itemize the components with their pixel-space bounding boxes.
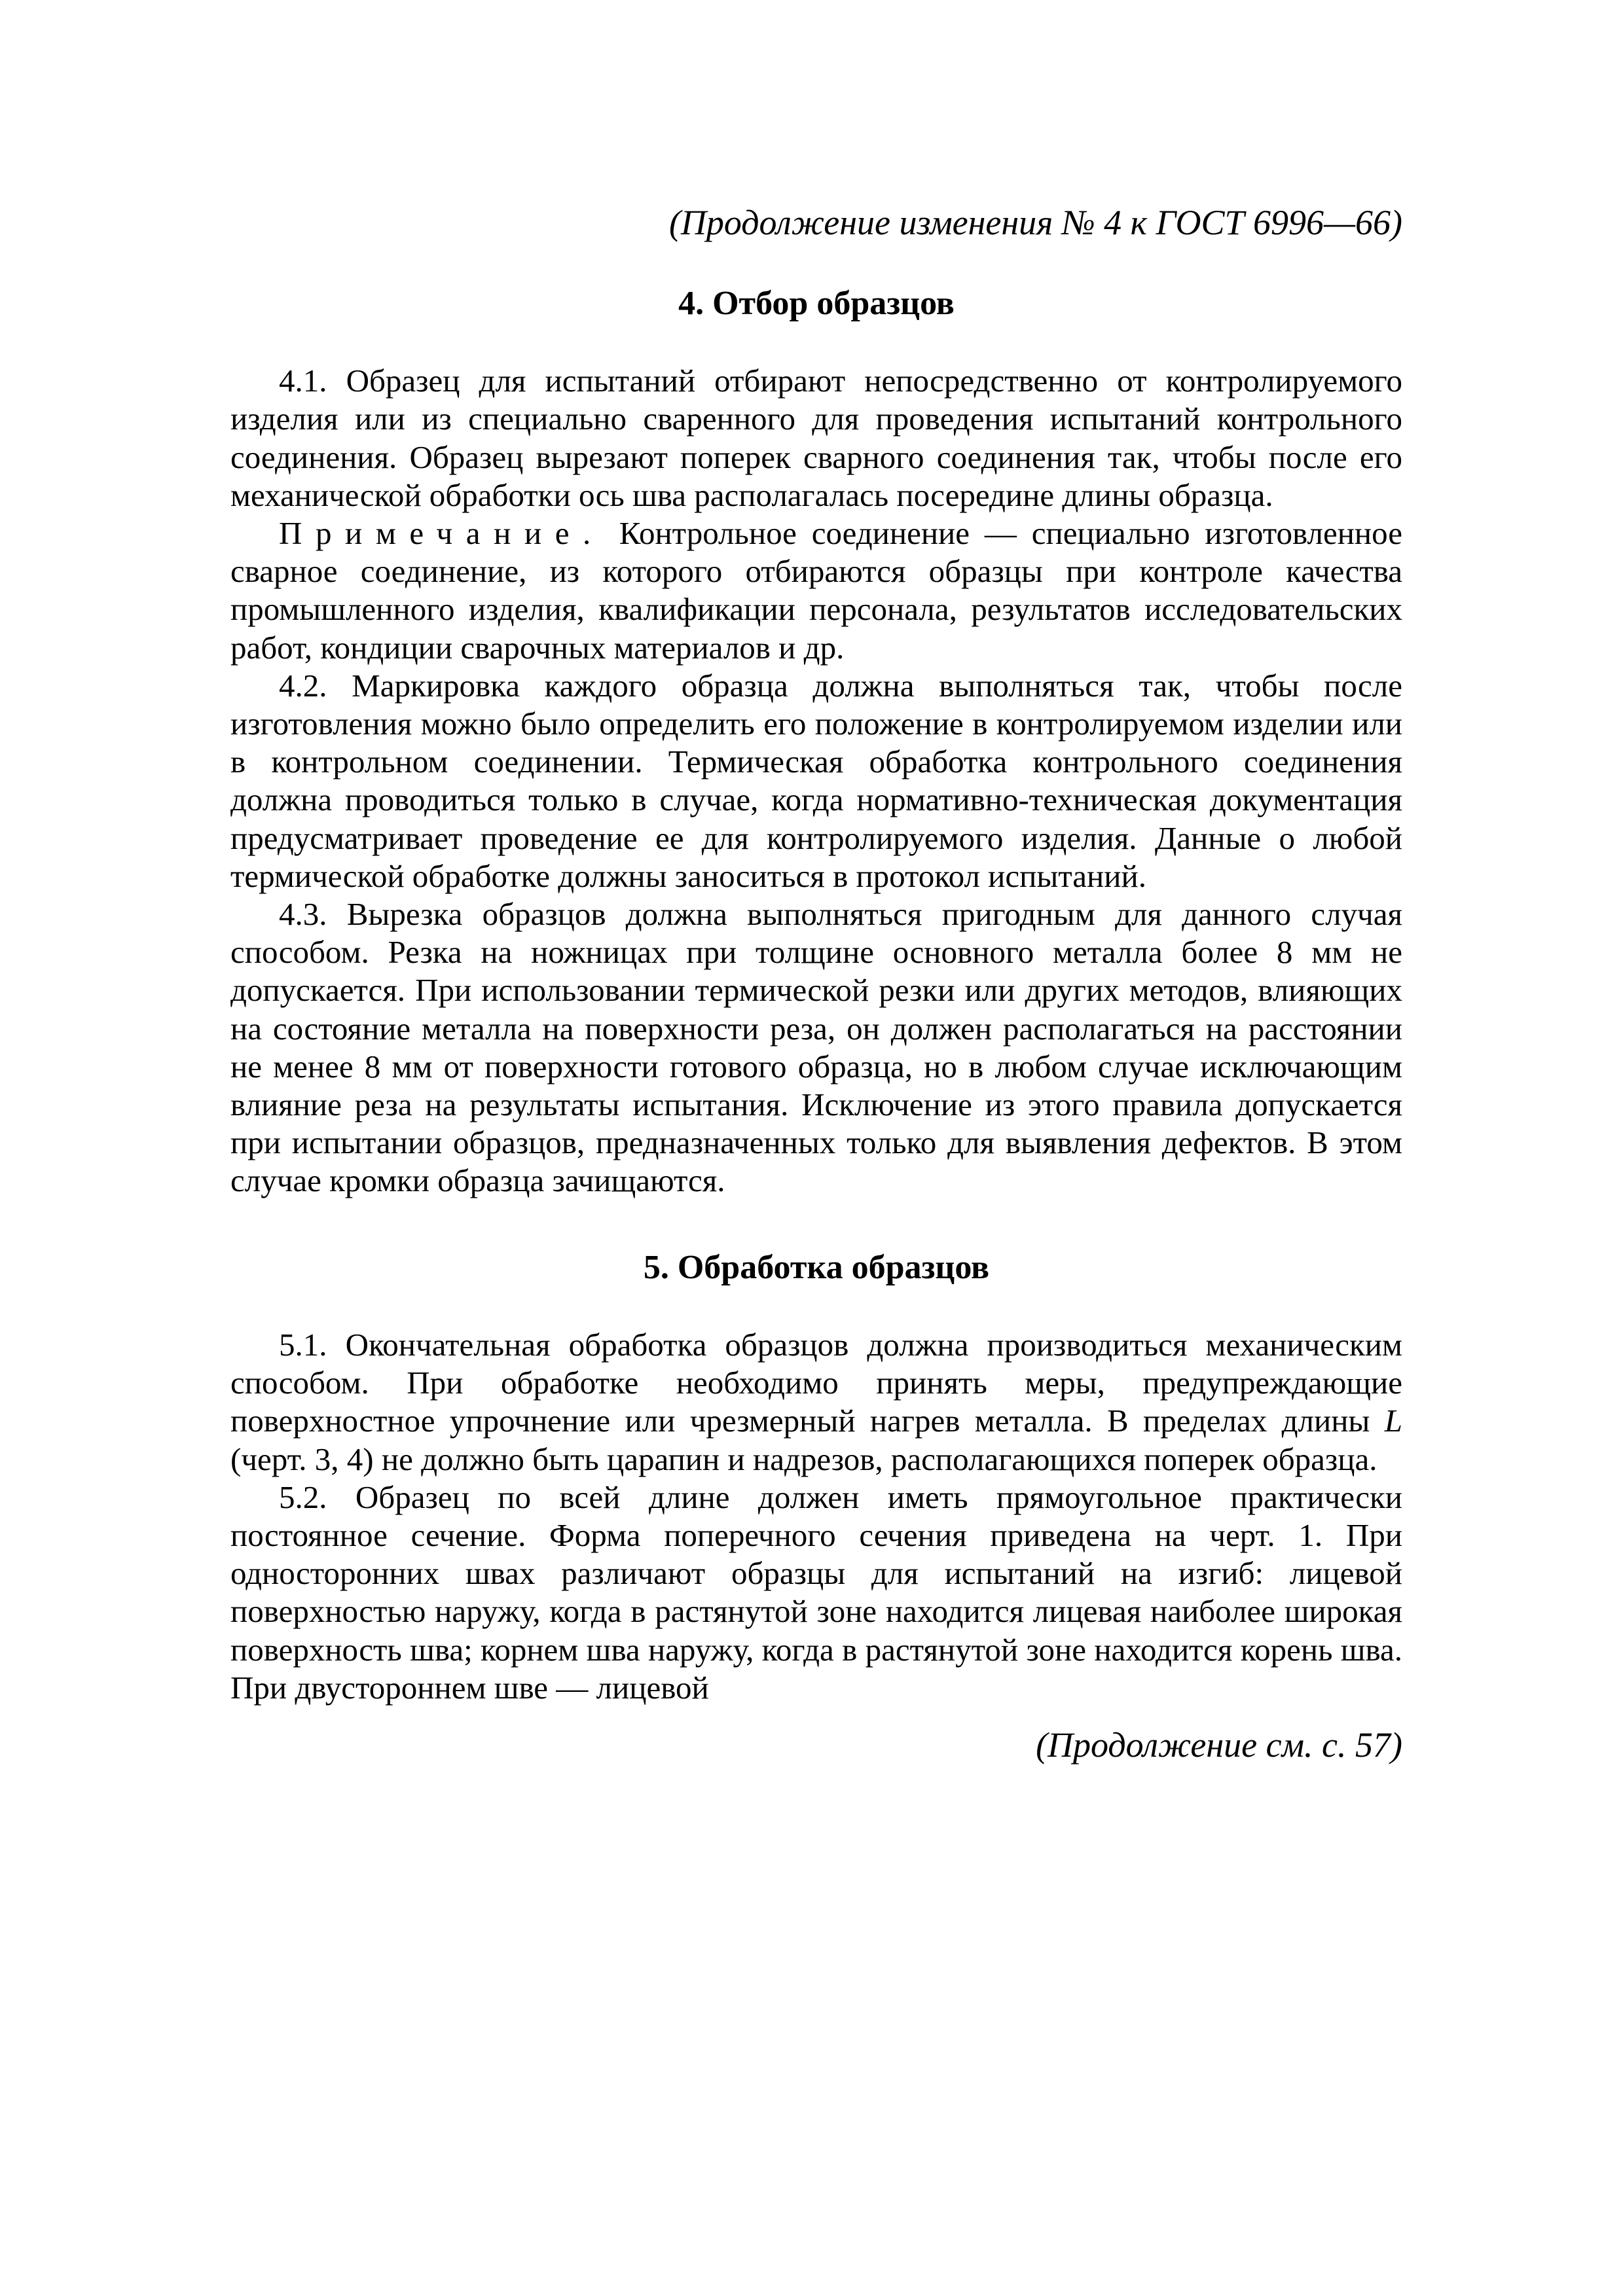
paragraph-5-1-part-a: 5.1. Окончательная обработка образцов должна производиться механическим способом. При обработке необходимо принять меры, предупреждающие поверхностное упрочнение или чрезмерный нагрев металла. В пределах длины xyxy=(230,1327,1402,1439)
section-title-4: 4. Отбор образцов xyxy=(678,284,955,322)
page-content xyxy=(230,202,1402,1767)
note-text: Контрольное соединение — специально изготовленное сварное соединение, из которого отбираются образцы при контроле качества промышленного изделия, квалификации персонала, результатов исследовательских работ, кондиции сварочных материалов и др. xyxy=(230,515,1402,666)
paragraph-4-1: 4.1. Образец для испытаний отбирают непосредственно от контролируемого изделия или из специально сваренного для проведения испытаний контрольного соединения. Образец вырезают поперек сварного соединения так, чтобы после его механической обработки ось шва располагалась посередине длины образца. xyxy=(230,363,1402,513)
section-title-5: 5. Обработка образцов xyxy=(643,1248,990,1286)
paragraph-5-1 xyxy=(230,1326,1402,1479)
paragraph-5-1-part-b: (черт. 3, 4) не должно быть царапин и надрезов, располагающихся поперек образца. xyxy=(230,1441,1377,1477)
note-label: Примечание. xyxy=(279,515,604,551)
continuation-note: (Продолжение см. с. 57) xyxy=(1036,1725,1402,1765)
length-symbol: L xyxy=(1384,1403,1402,1439)
note-paragraph xyxy=(230,514,1402,667)
paragraph-5-2: 5.2. Образец по всей длине должен иметь прямоугольное практически постоянное сечение. Форма поперечного сечения приведена на черт. 1. При односторонних швах различают образцы для испытаний на изгиб: лицевой поверхностью наружу, когда в растянутой зоне находится лицевая наиболее широкая поверхность шва; корнем шва наружу, когда в растянутой зоне находится корень шва. При двустороннем шве — лицевой xyxy=(230,1479,1402,1706)
paragraph-4-2: 4.2. Маркировка каждого образца должна выполняться так, чтобы после изготовления можно было определить его положение в контролируемом изделии или в контрольном соединении. Термическая обработка контрольного соединения должна проводиться только в случае, когда нормативно-техническая документация предусматривает проведение ее для контролируемого изделия. Данные о любой термической обработке должны заноситься в протокол испытаний. xyxy=(230,667,1402,894)
running-title: (Продолжение изменения № 4 к ГОСТ 6996—66) xyxy=(668,203,1402,242)
paragraph-4-3: 4.3. Вырезка образцов должна выполняться пригодным для данного случая способом. Резка на ножницах при толщине основного металла более 8 мм не допускается. При использовании термической резки или других методов, влияющих на состояние металла на поверхности реза, он должен располагаться на расстоянии не менее 8 мм от поверхности готового образца, но в любом случае исключающим влияние реза на результаты испытания. Исключение из этого правила допускается при испытании образцов, предназначенных только для выявления дефектов. В этом случае кромки образца зачищаются. xyxy=(230,896,1402,1199)
